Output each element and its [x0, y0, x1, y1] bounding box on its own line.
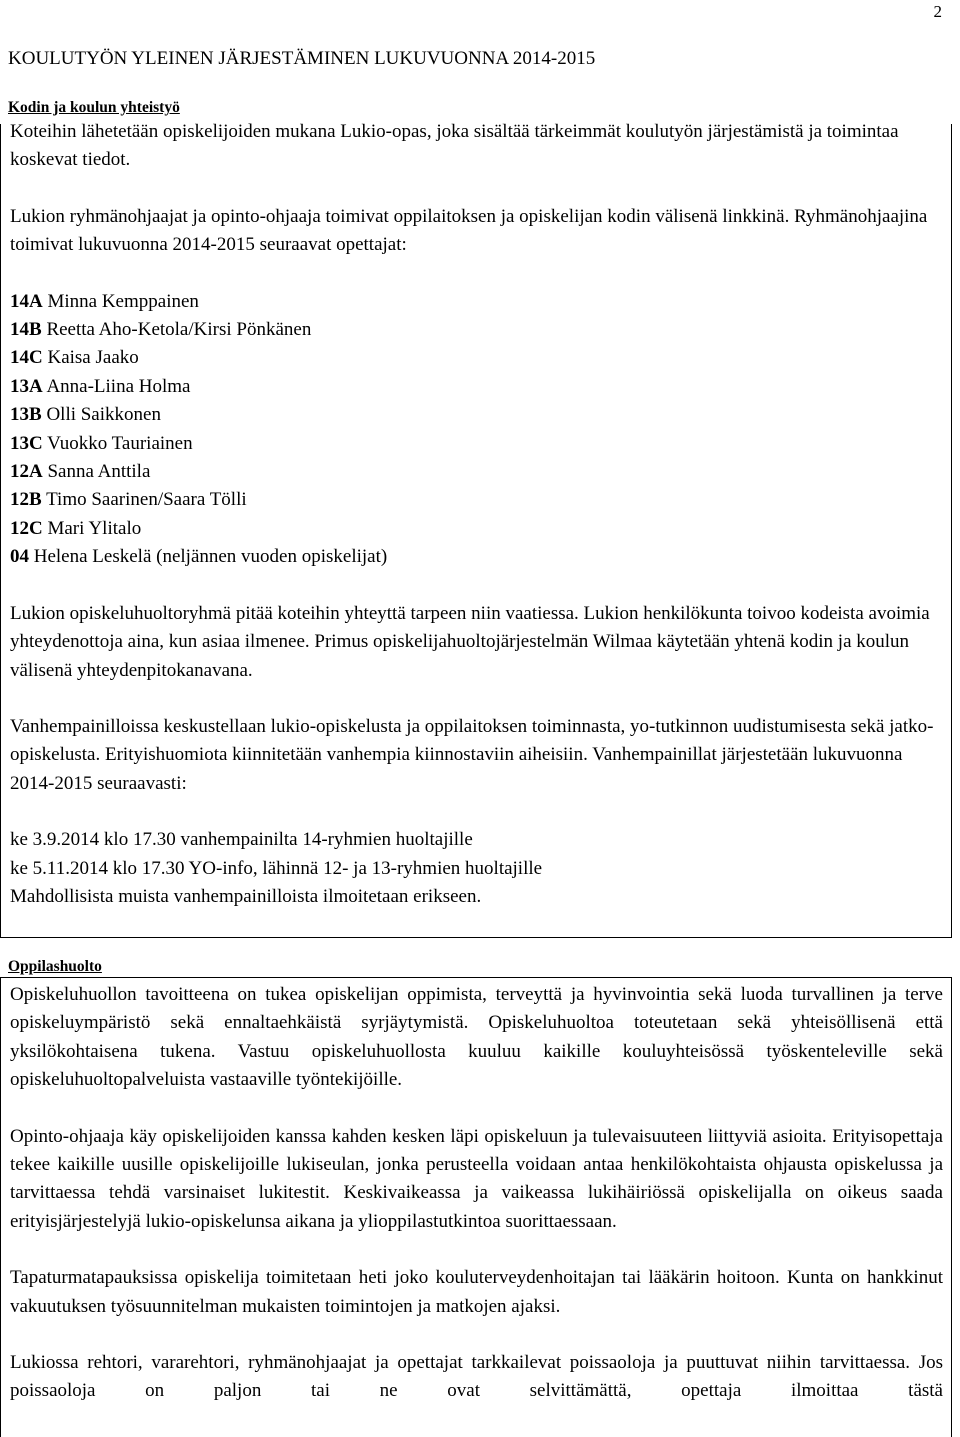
list-item: 14A Minna Kemppainen — [10, 290, 199, 312]
event-list — [10, 826, 943, 911]
paragraph-parent-evenings: Vanhempainilloissa keskustellaan lukio-opiskelusta ja oppilaitoksen toiminnasta, yo-tutkinnon uudistumisesta sekä jatko-opiskelusta. Erityishuomiota kiinnitetään vanhempia kiinnostaviin aiheisiin. Vanhempainillat järjestetään lukuvuonna 2014-2015 seuraavasti: — [10, 715, 934, 794]
list-item: ke 5.11.2014 klo 17.30 YO-info, lähinnä 12- ja 13-ryhmien huoltajille — [10, 857, 543, 879]
paragraph-group-leaders: Lukion ryhmänohjaajat ja opinto-ohjaaja toimivat oppilaitoksen ja opiskelijan kodin välisenä linkkinä. Ryhmänohjaajina toimivat lukuvuonna 2014-2015 seuraavat opettajat: — [10, 205, 928, 256]
list-item: 04 Helena Leskelä (neljännen vuoden opiskelijat) — [10, 546, 388, 568]
section-box-student-welfare — [0, 977, 952, 1437]
list-item: ke 3.9.2014 klo 17.30 vanhempainilta 14-ryhmien huoltajille — [10, 829, 473, 851]
list-item: 14C Kaisa Jaako — [10, 347, 139, 369]
list-item: Mahdollisista muista vanhempainilloista ilmoitetaan erikseen. — [10, 885, 482, 907]
list-item: 13C Vuokko Tauriainen — [10, 432, 193, 454]
list-item: 12B Timo Saarinen/Saara Tölli — [10, 489, 247, 511]
section-box-home-school — [0, 121, 952, 938]
list-item: 13B Olli Saikkonen — [10, 404, 161, 426]
page-number: 2 — [933, 2, 942, 21]
list-item: 13A Anna-Liina Holma — [10, 375, 191, 397]
list-item: 14B Reetta Aho-Ketola/Kirsi Pönkänen — [10, 319, 312, 341]
paragraph-guidance: Opinto-ohjaaja käy opiskelijoiden kanssa kahden kesken läpi opiskeluun ja tulevaisuuteen liittyviä asioita. Erityisopettaja tekee kaikille uusille opiskelijoille lukiseulan, jonka perusteella voidaan antaa henkilökohtaista ohjausta opiskelussa ja tarvittaessa tehdä varsinaiset lukitestit. Keskivaikeassa ja vaikeassa lukihäiriössä opiskelijalla on oikeus saada erityisjärjestelyjä lukio-opiskelunsa aikana ja ylioppilastutkintoa suorittaessaan. — [10, 1125, 943, 1232]
paragraph-absences: Lukiossa rehtori, vararehtori, ryhmänohjaajat ja opettajat tarkkailevat poissaoloja ja puuttuvat niihin tarvittaessa. Jos poissaoloja on paljon tai ne ovat selvittämättä, opettaja ilmoittaa tästä — [10, 1352, 943, 1402]
teacher-list — [10, 288, 943, 572]
paragraph-contact: Lukion opiskeluhuoltoryhmä pitää koteihin yhteyttä tarpeen niin vaatiessa. Lukion henkilökunta toivoo kodeista avoimia yhteydenottoja aina, kun asiaa ilmenee. Primus opiskelijahuoltojärjestelmän Wilmaa käytetään yhtenä kodin ja koulun välisenä yhteydenpitokanavana. — [10, 602, 930, 681]
section-heading-student-welfare: Oppilashuolto — [8, 958, 102, 975]
section-heading-home-school: Kodin ja koulun yhteistyö — [8, 99, 180, 116]
paragraph-intro: Koteihin lähetetään opiskelijoiden mukana Lukio-opas, joka sisältää tärkeimmät koulutyön järjestämistä ja toimintaa koskevat tiedot. — [10, 121, 899, 171]
paragraph-welfare-goal: Opiskeluhuollon tavoitteena on tukea opiskelijan oppimista, terveyttä ja hyvinvointia sekä luoda turvallinen ja terve opiskeluympäristö sekä ennaltaehkäistä syrjäytymistä. Opiskeluhuoltoa toteutetaan sekä yhteisöllisenä että yksilökohtaisena tukena. Vastuu opiskeluhuollosta kuuluu kaikille kouluyhteisössä työskenteleville sekä opiskeluhuoltopalveluista vastaaville työntekijöille. — [10, 984, 943, 1091]
paragraph-accidents: Tapaturmatapauksissa opiskelija toimitetaan heti joko kouluterveydenhoitajan tai lääkärin hoitoon. Kunta on hankkinut vakuutuksen työsuunnitelman mukaisten toimintojen ja matkojen ajaksi. — [10, 1267, 943, 1317]
page-title: KOULUTYÖN YLEINEN JÄRJESTÄMINEN LUKUVUONNA 2014-2015 — [8, 48, 596, 69]
list-item: 12A Sanna Anttila — [10, 461, 151, 483]
list-item: 12C Mari Ylitalo — [10, 517, 142, 539]
